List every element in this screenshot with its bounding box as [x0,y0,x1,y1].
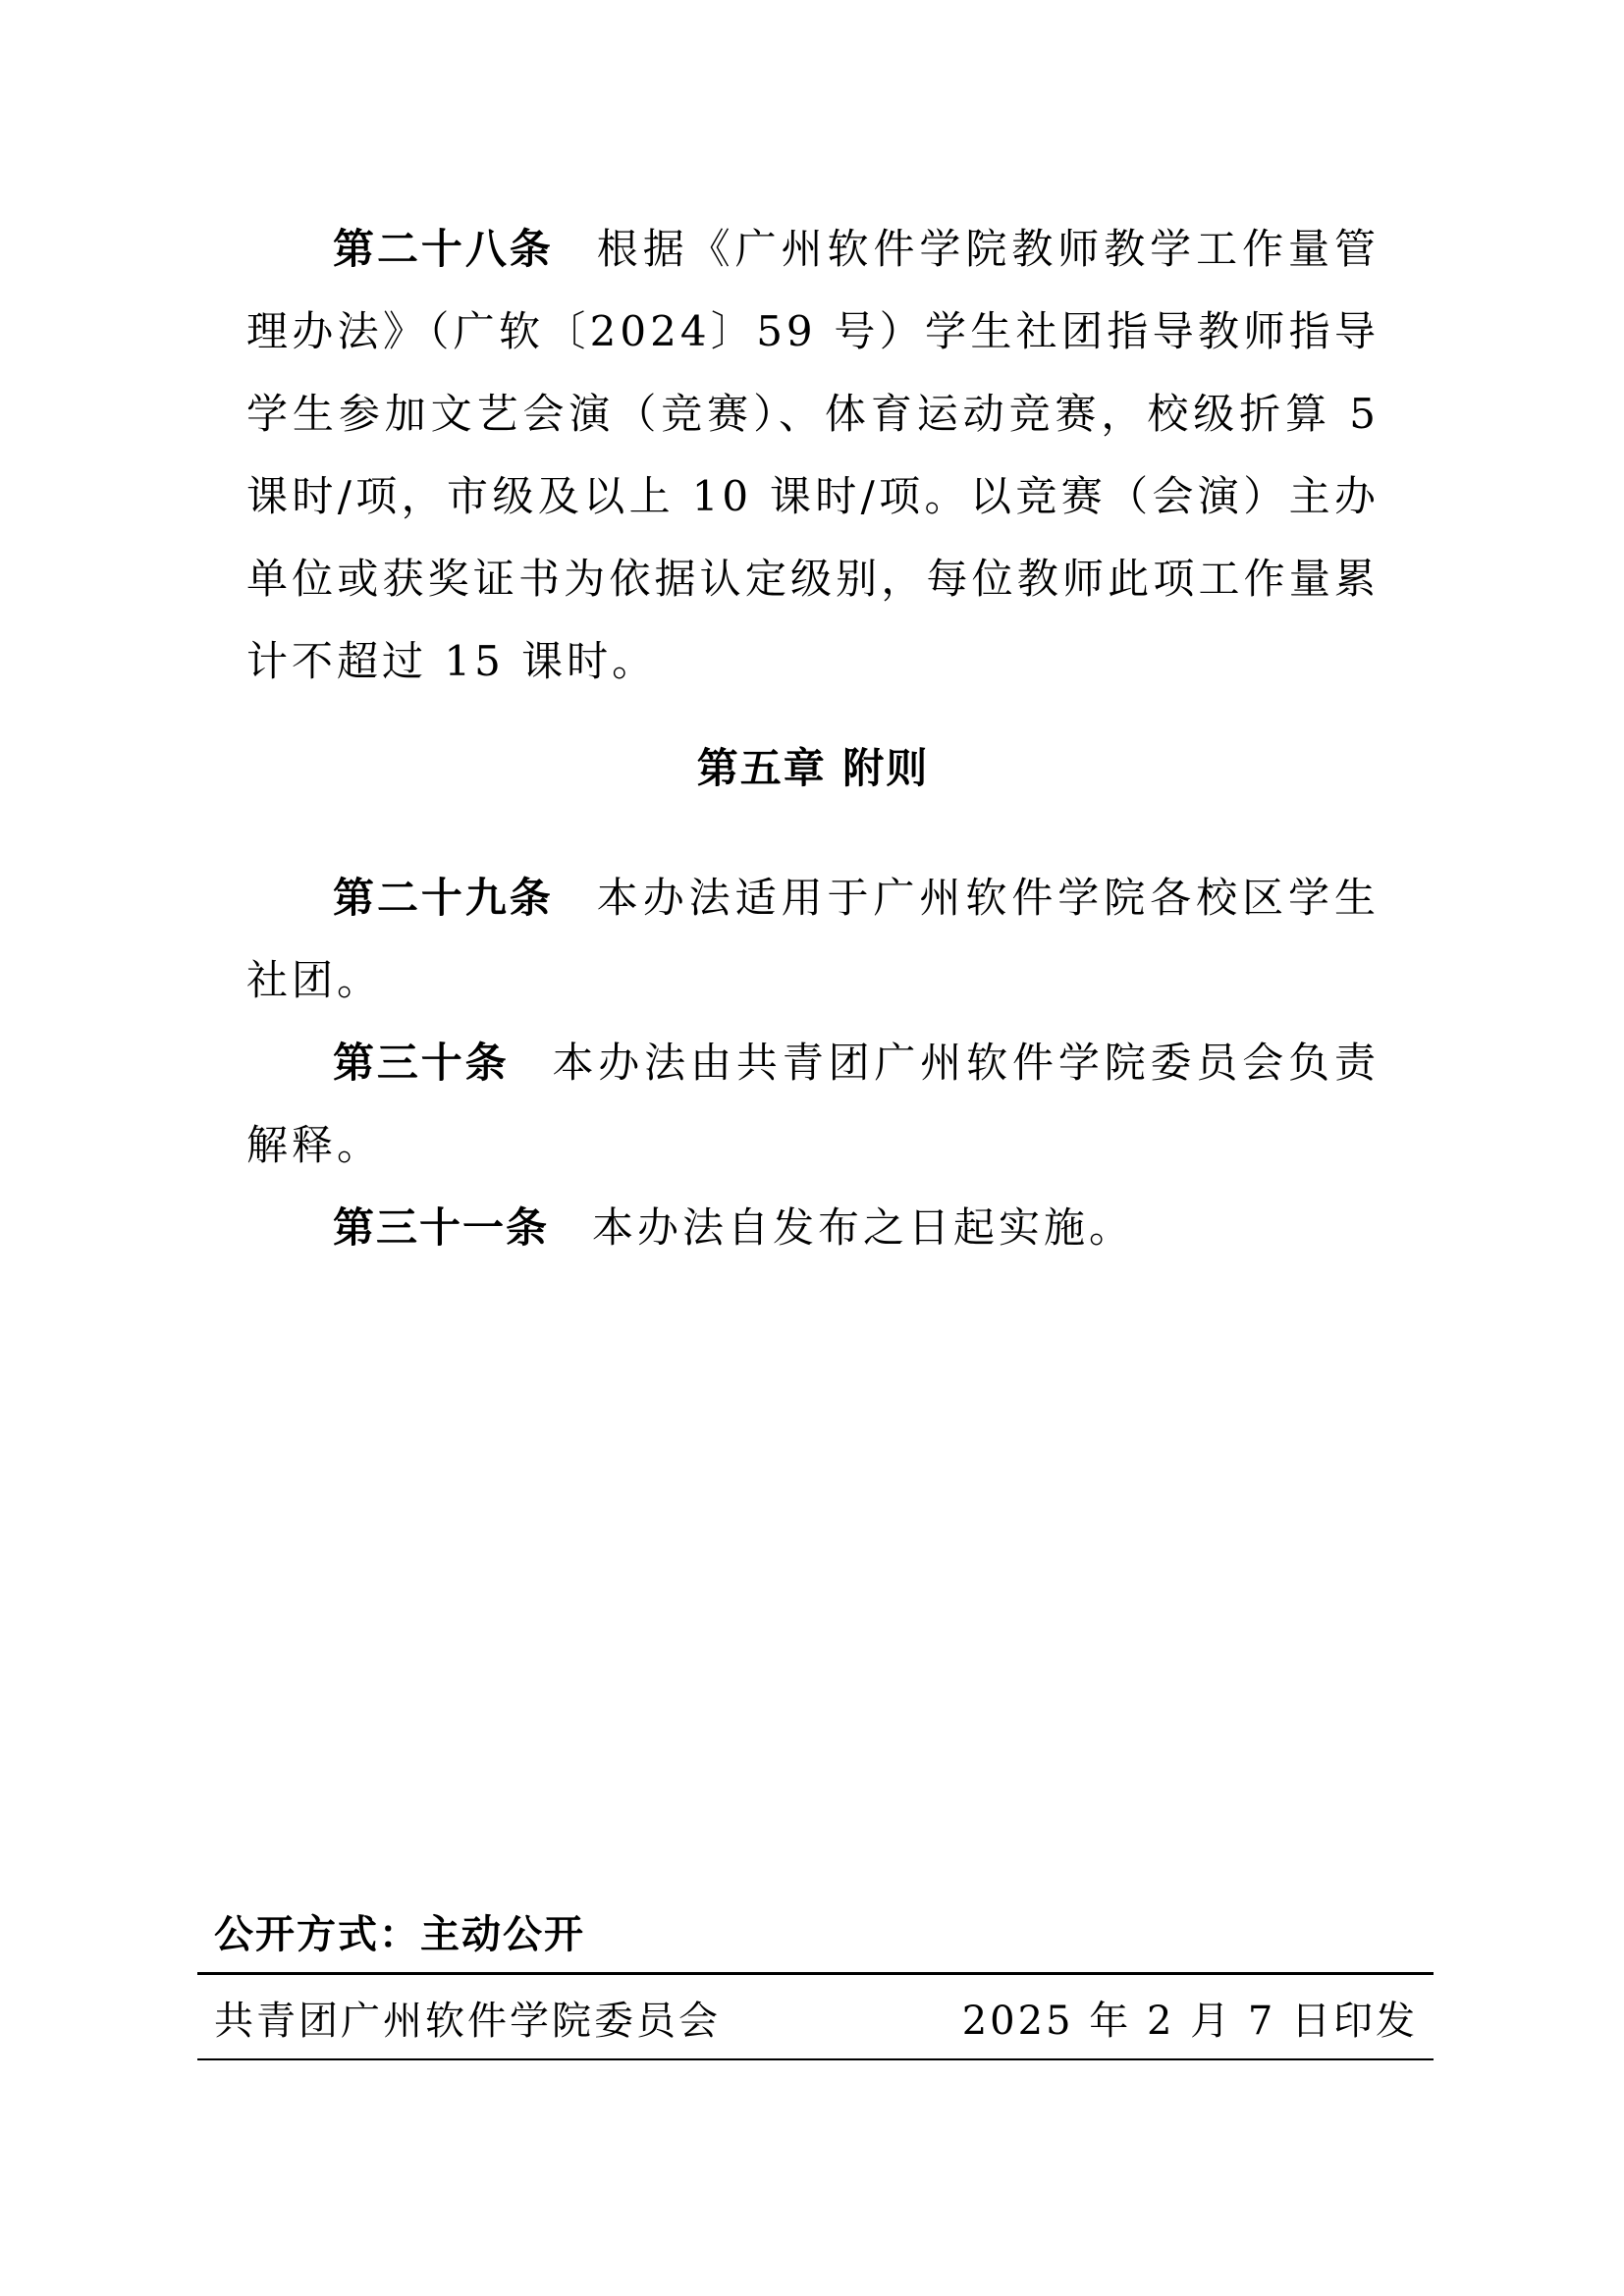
article-31-label: 第三十一条 [333,1203,550,1252]
article-30-text: 本办法由共青团广州软件学院委员会负责解释。 [246,1039,1380,1169]
issuer-name: 共青团广州软件学院委员会 [214,1998,721,2044]
issuance-row [214,1985,1418,2050]
article-28-label: 第二十八条 [333,225,554,273]
article-31-paragraph [246,1187,1380,1269]
article-30-label: 第三十条 [333,1039,510,1087]
disclosure-method: 公开方式：主动公开 [214,1912,585,1957]
footer-top-rule [197,1972,1434,1975]
footer-bottom-rule [197,2058,1434,2060]
article-31-text: 本办法自发布之日起实施。 [592,1203,1135,1252]
article-29-paragraph [246,857,1380,1022]
article-30-paragraph [246,1022,1380,1187]
article-28-text: 根据《广州软件学院教师教学工作量管理办法》（广软〔2024〕59 号）学生社团指导教师指导学生参加文艺会演（竞赛）、体育运动竞赛，校级折算 5 课时/项，市级及以上 10 课时/项。以竞赛（会演）主办单位或获奖证书为依据认定级别，每位教师此项工作量累计不超过 15 课时。 [246,225,1380,685]
article-28-paragraph [246,208,1380,703]
article-29-label: 第二十九条 [333,874,554,922]
issue-date: 2025 年 2 月 7 日印发 [961,1998,1418,2044]
appendix-articles-block [246,857,1380,1269]
article-29-text: 本办法适用于广州软件学院各校区学生社团。 [246,874,1380,1004]
chapter-5-title: 第五章 附则 [696,744,930,792]
article-28-block [246,208,1380,703]
